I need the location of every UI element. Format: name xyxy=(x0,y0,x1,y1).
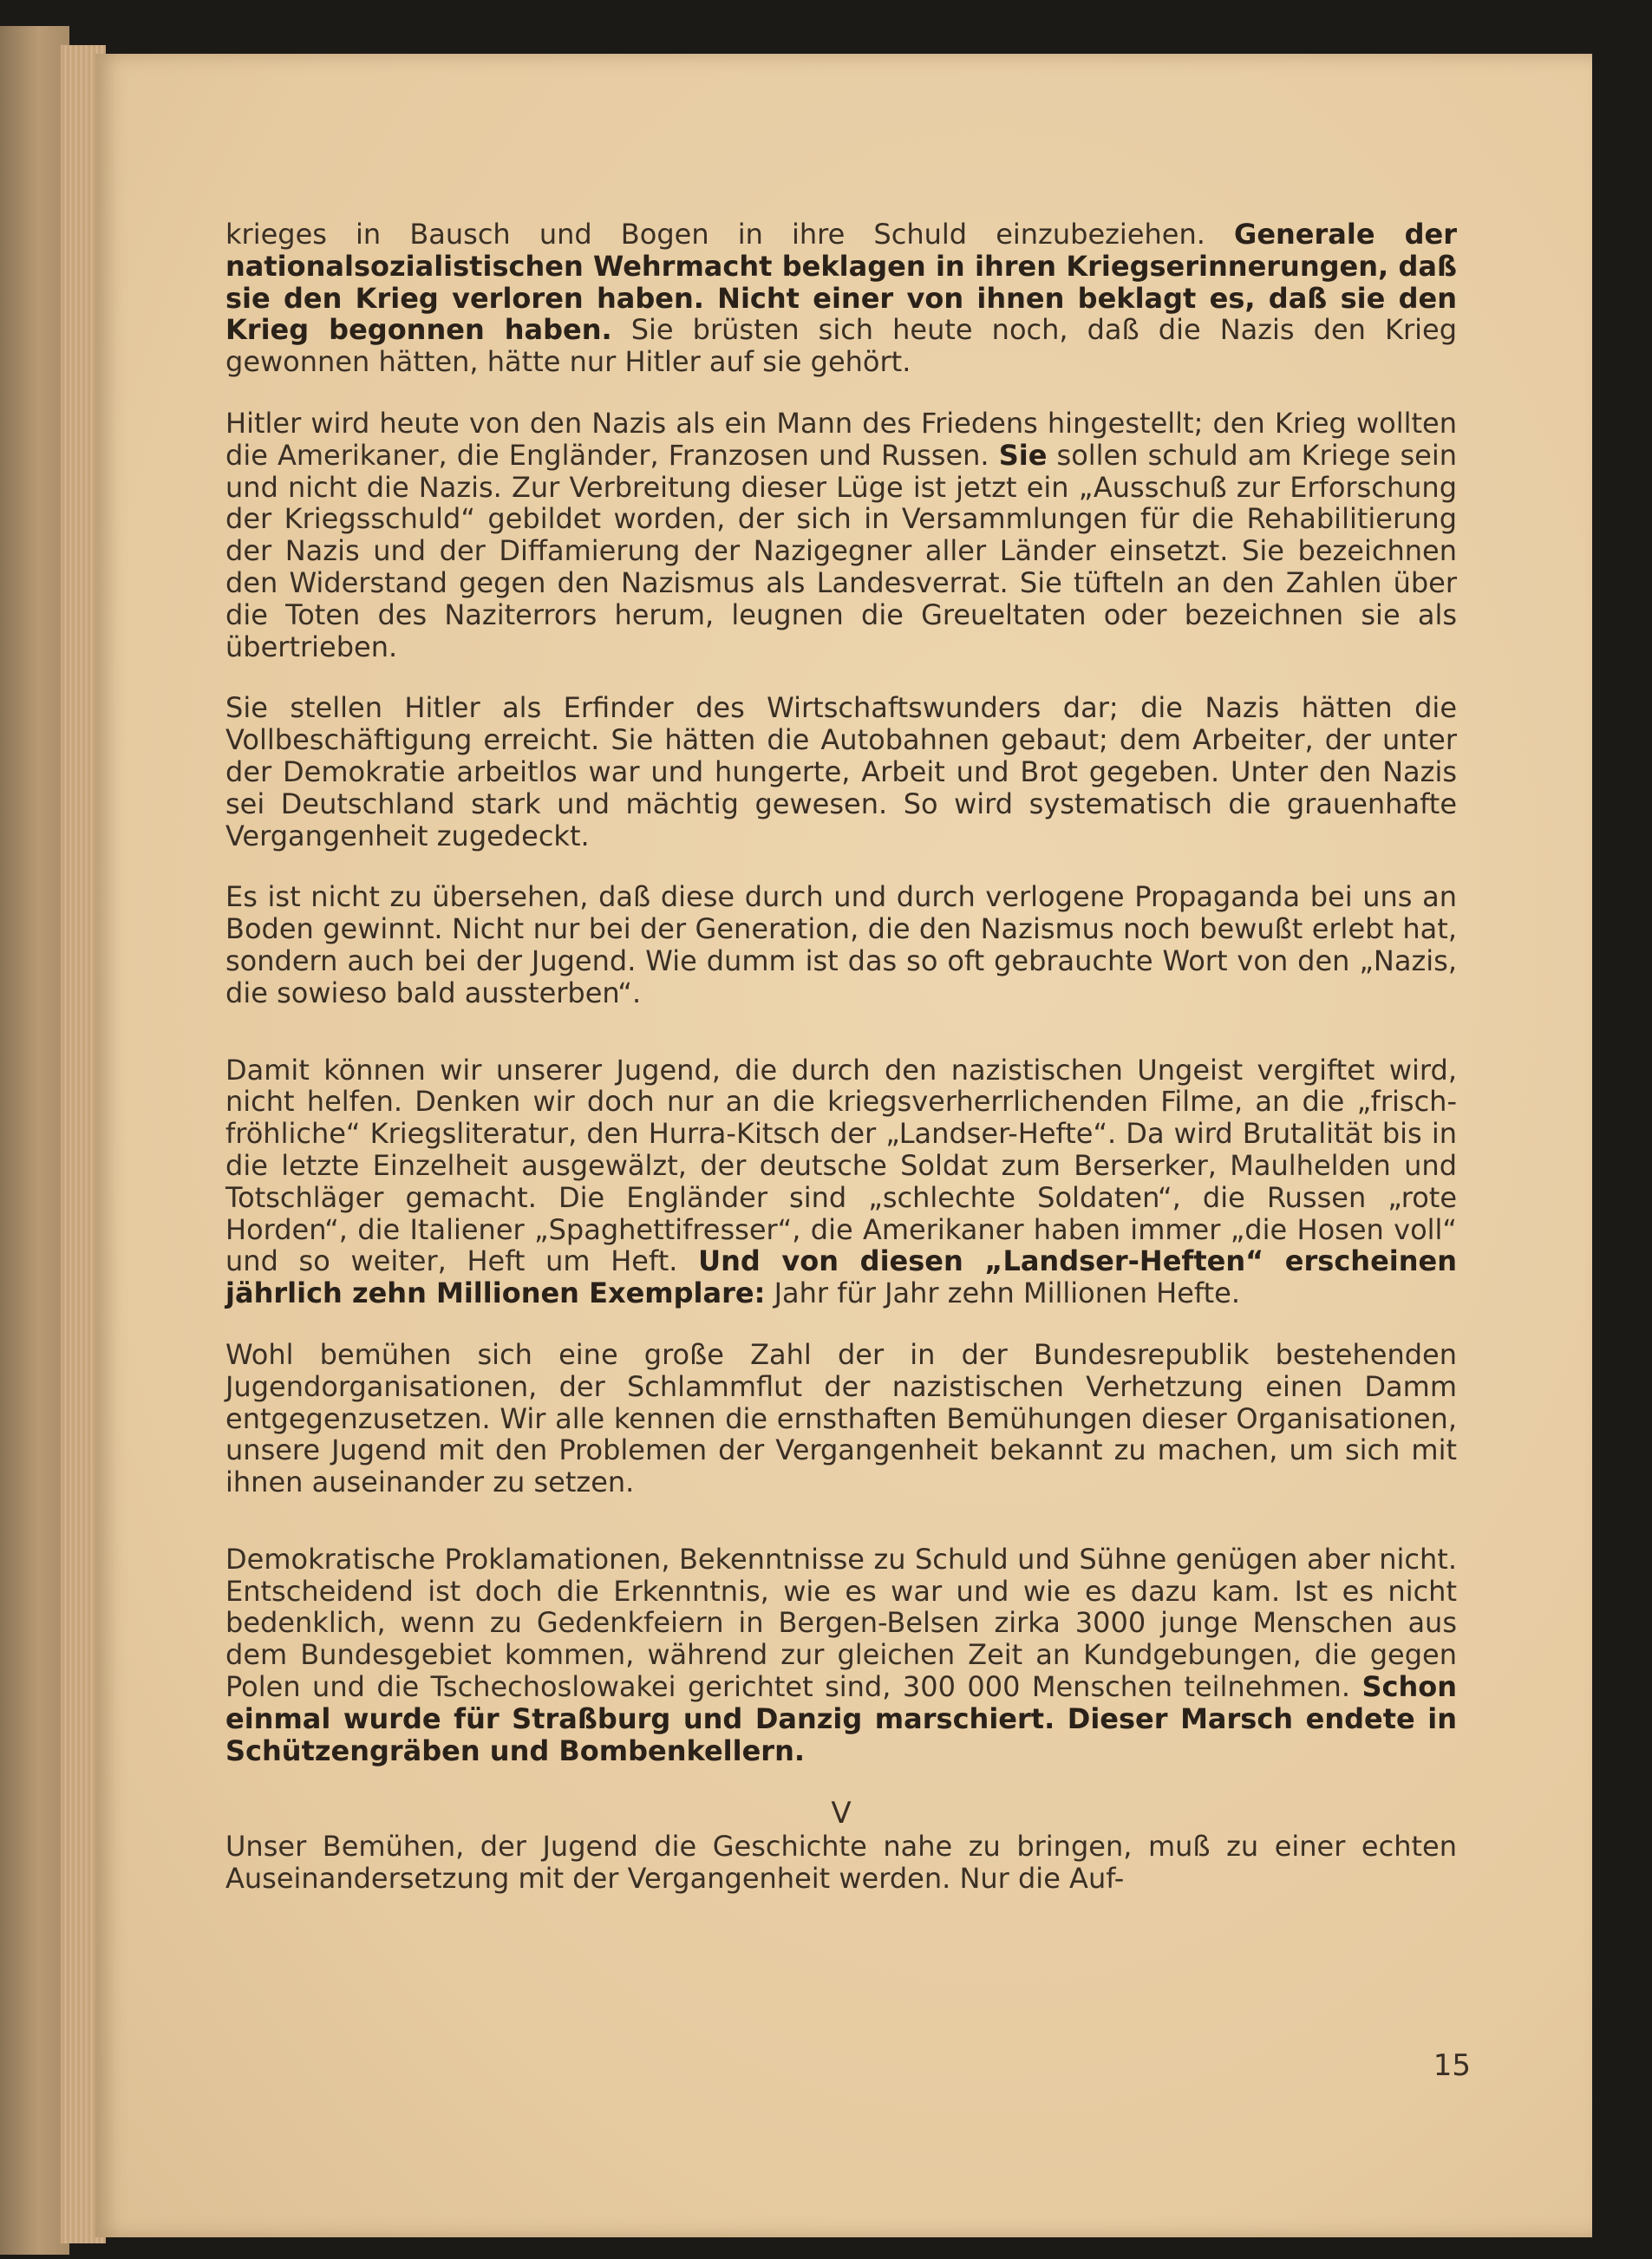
paragraph-4 xyxy=(225,881,1457,1009)
paragraph-2 xyxy=(225,408,1457,663)
paragraph-8: Unser Bemühen, der Jugend die Geschichte nahe zu bringen, muß zu einer echten Auseinandersetzung mit der Vergangenheit werden. Nur die Auf- xyxy=(225,1830,1457,1896)
paragraph-1 xyxy=(225,219,1457,378)
bold-run: Und von diesen „Landser-Heften“ erscheinen jährlich zehn Millionen Exemplare: xyxy=(225,1244,1458,1310)
run: Demokratische Proklamationen, Bekenntnisse zu Schuld und Sühne genügen aber nicht. Entscheidend ist doch die Erkenntnis, wie es war und wie es dazu kam. Ist es nicht bedenklich, wenn zu Gedenkfeiern in Bergen-Belsen zirka 3000 junge Menschen aus dem Bundesgebiet kommen, während zur gleichen Zeit an Kundgebungen, die gegen Polen und die Tschechoslowakei gerichtet sind, 300 000 Menschen teilnehmen. xyxy=(225,1542,1457,1704)
run: sollen schuld am Kriege sein und nicht die Nazis. Zur Verbreitung dieser Lüge ist jetzt ein „Ausschuß zur Erforschung der Kriegsschuld“ gebildet worden, der sich in Versammlungen für die Rehabilitierung der Nazis und der Diffamierung der Nazigegner aller Länder einsetzt. Sie bezeichnen den Widerstand gegen den Nazismus als Landesverrat. Sie tüfteln an den Zahlen über die Toten des Naziterrors herum, leugnen die Greueltaten oder bezeichnen sie als übertrieben. xyxy=(225,438,1458,663)
body-text xyxy=(225,219,1457,1924)
page-number: 15 xyxy=(1433,2048,1471,2083)
run: Wohl bemühen sich eine große Zahl der in der Bundesrepublik bestehenden Jugendorganisationen, der Schlammflut der nazistischen Verhetzung einen Damm entgegenzusetzen. Wir alle kennen die ernsthaften Bemühungen dieser Organisationen, unsere Jugend mit den Problemen der Vergangenheit bekannt zu machen, um sich mit ihnen auseinander zu setzen. xyxy=(225,1337,1457,1499)
run: Damit können wir unserer Jugend, die durch den nazistischen Ungeist vergiftet wird, nicht helfen. Denken wir doch nur an die kriegsverherrlichenden Filme, an die „frisch-fröhliche“ Kriegsliteratur, den Hurra-Kitsch der „Landser-Hefte“. Da wird Brutalität bis in die letzte Einzelheit ausgewälzt, der deutsche Soldat zum Berserker, Maulhelden und Totschläger gemacht. Die Engländer sind „schlechte Soldaten“, die Russen „rote Horden“, die Italiener „Spaghettifresser“, die Amerikaner haben immer „die Hosen voll“ und so weiter, Heft um Heft. xyxy=(225,1053,1457,1278)
run: Es ist nicht zu übersehen, daß diese durch und durch verlogene Propaganda bei uns an Boden gewinnt. Nicht nur bei der Generation, die den Nazismus noch bewußt erlebt hat, sondern auch bei der Jugend. Wie dumm ist das so oft gebrauchte Wort von den „Nazis, die sowieso bald aussterben“. xyxy=(225,880,1457,1009)
run: Sie stellen Hitler als Erfinder des Wirtschaftswunders dar; die Nazis hätten die Vollbeschäftigung erreicht. Sie hätten die Autobahnen gebaut; dem Arbeiter, der unter der Demokratie arbeitlos war und hungerte, Arbeit und Brot gegeben. Unter den Nazis sei Deutschland stark und mächtig gewesen. So wird systematisch die grauenhafte Vergangenheit zugedeckt. xyxy=(225,691,1457,852)
run: Sie brüsten sich heute noch, daß die Nazis den Krieg gewonnen hätten, hätte nur Hitler auf sie gehört. xyxy=(225,313,1458,379)
paragraph-6 xyxy=(225,1339,1457,1498)
run: krieges in Bausch und Bogen in ihre Schuld einzubeziehen. xyxy=(225,218,1235,251)
paragraph-7 xyxy=(225,1544,1457,1767)
bold-run: Sie xyxy=(998,438,1048,472)
bold-run: Schon einmal wurde für Straßburg und Danzig marschiert. Dieser Marsch endete in Schützengräben und Bombenkellern. xyxy=(225,1670,1457,1767)
run: Jahr für Jahr zehn Millionen Hefte. xyxy=(765,1276,1240,1310)
paragraph-3 xyxy=(225,692,1457,852)
run: Hitler wird heute von den Nazis als ein Mann des Friedens hingestellt; den Krieg wollten die Amerikaner, die Engländer, Franzosen und Russen. xyxy=(225,406,1457,472)
bold-run: Generale der nationalsozialistischen Wehrmacht beklagen in ihren Kriegserinnerungen, daß sie den Krieg verloren haben. Nicht einer von ihnen beklagt es, daß sie den Krieg begonnen haben. xyxy=(225,218,1458,347)
previous-page-edge xyxy=(0,26,69,2255)
section-heading: V xyxy=(831,1796,852,1831)
book-page xyxy=(95,54,1592,2237)
paragraph-5 xyxy=(225,1054,1457,1309)
